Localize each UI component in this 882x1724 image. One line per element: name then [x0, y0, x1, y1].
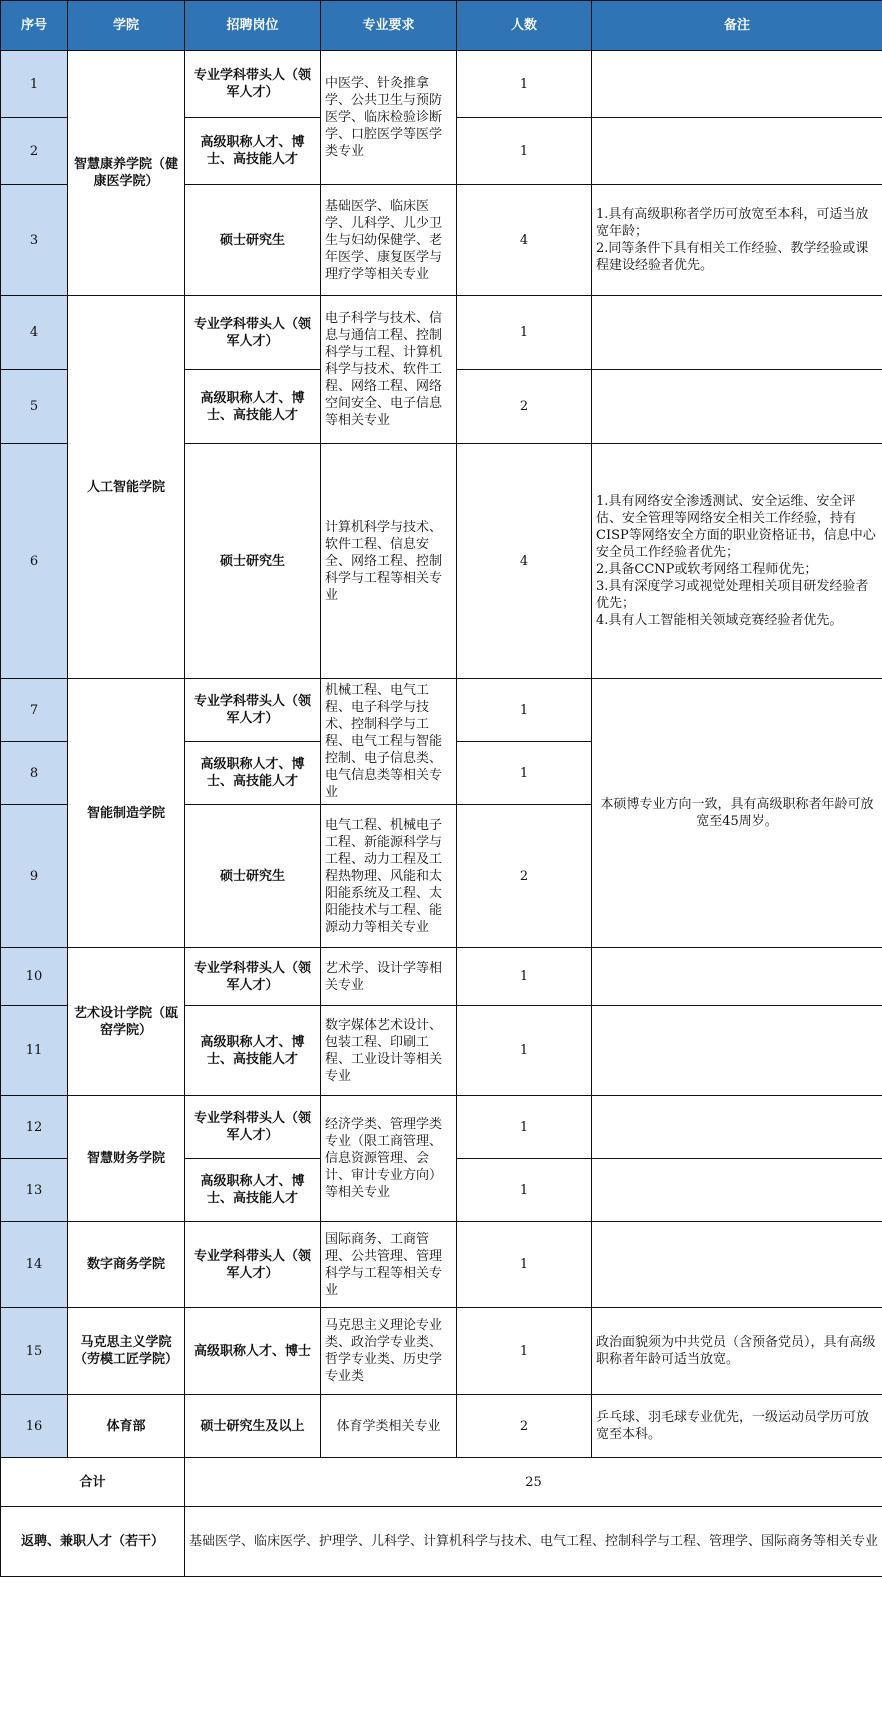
count-cell: 1 [457, 1006, 592, 1096]
count-cell: 2 [457, 805, 592, 948]
position-cell: 高级职称人才、博士、高技能人才 [185, 1159, 321, 1222]
position-cell: 专业学科带头人（领军人才） [185, 51, 321, 118]
remark-cell: 政治面貌须为中共党员（含预备党员），具有高级职称者年龄可适当放宽。 [592, 1308, 882, 1395]
position-cell: 高级职称人才、博士、高技能人才 [185, 118, 321, 185]
row-seq: 10 [1, 948, 68, 1006]
count-cell: 1 [457, 118, 592, 185]
college-cell: 智能制造学院 [68, 679, 185, 948]
row-seq: 13 [1, 1159, 68, 1222]
position-cell: 高级职称人才、博士、高技能人才 [185, 370, 321, 444]
position-cell: 高级职称人才、博士、高技能人才 [185, 742, 321, 805]
position-cell: 专业学科带头人（领军人才） [185, 679, 321, 742]
count-cell: 1 [457, 948, 592, 1006]
table-row [1, 1308, 882, 1395]
college-cell: 智慧康养学院（健康医学院） [68, 51, 185, 296]
major-cell: 马克思主义理论专业类、政治学专业类、哲学专业类、历史学专业类 [321, 1308, 457, 1395]
row-seq: 16 [1, 1395, 68, 1458]
table-row [1, 948, 882, 1006]
major-cell: 数字媒体艺术设计、包装工程、印刷工程、工业设计等相关专业 [321, 1006, 457, 1096]
header-count: 人数 [457, 1, 592, 51]
header-row [1, 1, 882, 51]
college-cell: 智慧财务学院 [68, 1096, 185, 1222]
major-cell: 中医学、针灸推拿学、公共卫生与预防医学、临床检验诊断学、口腔医学等医学类专业 [321, 51, 457, 185]
remark-cell: 乒乓球、羽毛球专业优先，一级运动员学历可放宽至本科。 [592, 1395, 882, 1458]
count-cell: 1 [457, 1222, 592, 1308]
count-cell: 1 [457, 1308, 592, 1395]
major-cell: 体育学类相关专业 [321, 1395, 457, 1458]
table-row [1, 296, 882, 370]
count-cell: 1 [457, 1096, 592, 1159]
extra-row [1, 1507, 882, 1577]
row-seq: 11 [1, 1006, 68, 1096]
position-cell: 硕士研究生 [185, 805, 321, 948]
remark-cell [592, 51, 882, 118]
total-row [1, 1458, 882, 1507]
major-cell: 电气工程、机械电子工程、新能源科学与工程、动力工程及工程热物理、风能和太阳能系统及工程、太阳能技术与工程、能源动力等相关专业 [321, 805, 457, 948]
count-cell: 1 [457, 296, 592, 370]
total-value: 25 [185, 1458, 882, 1507]
remark-cell [592, 1222, 882, 1308]
count-cell: 2 [457, 370, 592, 444]
count-cell: 4 [457, 444, 592, 679]
row-seq: 1 [1, 51, 68, 118]
row-seq: 7 [1, 679, 68, 742]
remark-cell [592, 296, 882, 370]
college-cell: 艺术设计学院（瓯窑学院） [68, 948, 185, 1096]
remark-cell [592, 118, 882, 185]
count-cell: 2 [457, 1395, 592, 1458]
remark-cell: 1.具有网络安全渗透测试、安全运维、安全评估、安全管理等网络安全相关工作经验，持有CISP等网络安全方面的职业资格证书，信息中心安全员工作经验者优先； 2.具备CCNP或软考网络工程师优先； 3.具有深度学习或视觉处理相关项目研发经验者优先； 4.具有人工智能相关领域竞赛经验者优先。 [592, 444, 882, 679]
college-cell: 体育部 [68, 1395, 185, 1458]
row-seq: 9 [1, 805, 68, 948]
header-position: 招聘岗位 [185, 1, 321, 51]
table-row [1, 679, 882, 742]
count-cell: 1 [457, 1159, 592, 1222]
position-cell: 专业学科带头人（领军人才） [185, 1222, 321, 1308]
count-cell: 1 [457, 679, 592, 742]
row-seq: 4 [1, 296, 68, 370]
row-seq: 3 [1, 185, 68, 296]
remark-cell [592, 370, 882, 444]
remark-cell: 本硕博专业方向一致，具有高级职称者年龄可放宽至45周岁。 [592, 679, 882, 948]
position-cell: 硕士研究生及以上 [185, 1395, 321, 1458]
major-cell: 艺术学、设计学等相关专业 [321, 948, 457, 1006]
major-cell: 计算机科学与技术、软件工程、信息安全、网络工程、控制科学与工程等相关专业 [321, 444, 457, 679]
row-seq: 14 [1, 1222, 68, 1308]
remark-cell [592, 948, 882, 1006]
position-cell: 专业学科带头人（领军人才） [185, 296, 321, 370]
remark-cell: 1.具有高级职称者学历可放宽至本科，可适当放宽年龄； 2.同等条件下具有相关工作经验、教学经验或课程建设经验者优先。 [592, 185, 882, 296]
college-cell: 数字商务学院 [68, 1222, 185, 1308]
major-cell: 经济学类、管理学类专业（限工商管理、信息资源管理、会计、审计专业方向）等相关专业 [321, 1096, 457, 1222]
college-cell: 马克思主义学院（劳模工匠学院） [68, 1308, 185, 1395]
remark-cell [592, 1159, 882, 1222]
row-seq: 12 [1, 1096, 68, 1159]
extra-value: 基础医学、临床医学、护理学、儿科学、计算机科学与技术、电气工程、控制科学与工程、管理学、国际商务等相关专业 [185, 1507, 882, 1577]
count-cell: 1 [457, 742, 592, 805]
total-label: 合计 [1, 1458, 185, 1507]
college-cell: 人工智能学院 [68, 296, 185, 679]
major-cell: 电子科学与技术、信息与通信工程、控制科学与工程、计算机科学与技术、软件工程、网络工程、网络空间安全、电子信息等相关专业 [321, 296, 457, 444]
table-row [1, 1096, 882, 1159]
position-cell: 专业学科带头人（领军人才） [185, 948, 321, 1006]
table-row [1, 1222, 882, 1308]
major-cell: 基础医学、临床医学、儿科学、儿少卫生与妇幼保健学、老年医学、康复医学与理疗学等相关专业 [321, 185, 457, 296]
count-cell: 4 [457, 185, 592, 296]
major-cell: 国际商务、工商管理、公共管理、管理科学与工程等相关专业 [321, 1222, 457, 1308]
count-cell: 1 [457, 51, 592, 118]
row-seq: 2 [1, 118, 68, 185]
table-row [1, 1395, 882, 1458]
header-seq: 序号 [1, 1, 68, 51]
extra-label: 返聘、兼职人才（若干） [1, 1507, 185, 1577]
row-seq: 6 [1, 444, 68, 679]
header-major: 专业要求 [321, 1, 457, 51]
remark-cell [592, 1096, 882, 1159]
header-college: 学院 [68, 1, 185, 51]
position-cell: 硕士研究生 [185, 444, 321, 679]
row-seq: 5 [1, 370, 68, 444]
header-remark: 备注 [592, 1, 882, 51]
major-cell: 机械工程、电气工程、电子科学与技术、控制科学与工程、电气工程与智能控制、电子信息类、电气信息类等相关专业 [321, 679, 457, 805]
table-row [1, 51, 882, 118]
row-seq: 8 [1, 742, 68, 805]
position-cell: 高级职称人才、博士 [185, 1308, 321, 1395]
remark-cell [592, 1006, 882, 1096]
position-cell: 高级职称人才、博士、高技能人才 [185, 1006, 321, 1096]
row-seq: 15 [1, 1308, 68, 1395]
position-cell: 专业学科带头人（领军人才） [185, 1096, 321, 1159]
position-cell: 硕士研究生 [185, 185, 321, 296]
